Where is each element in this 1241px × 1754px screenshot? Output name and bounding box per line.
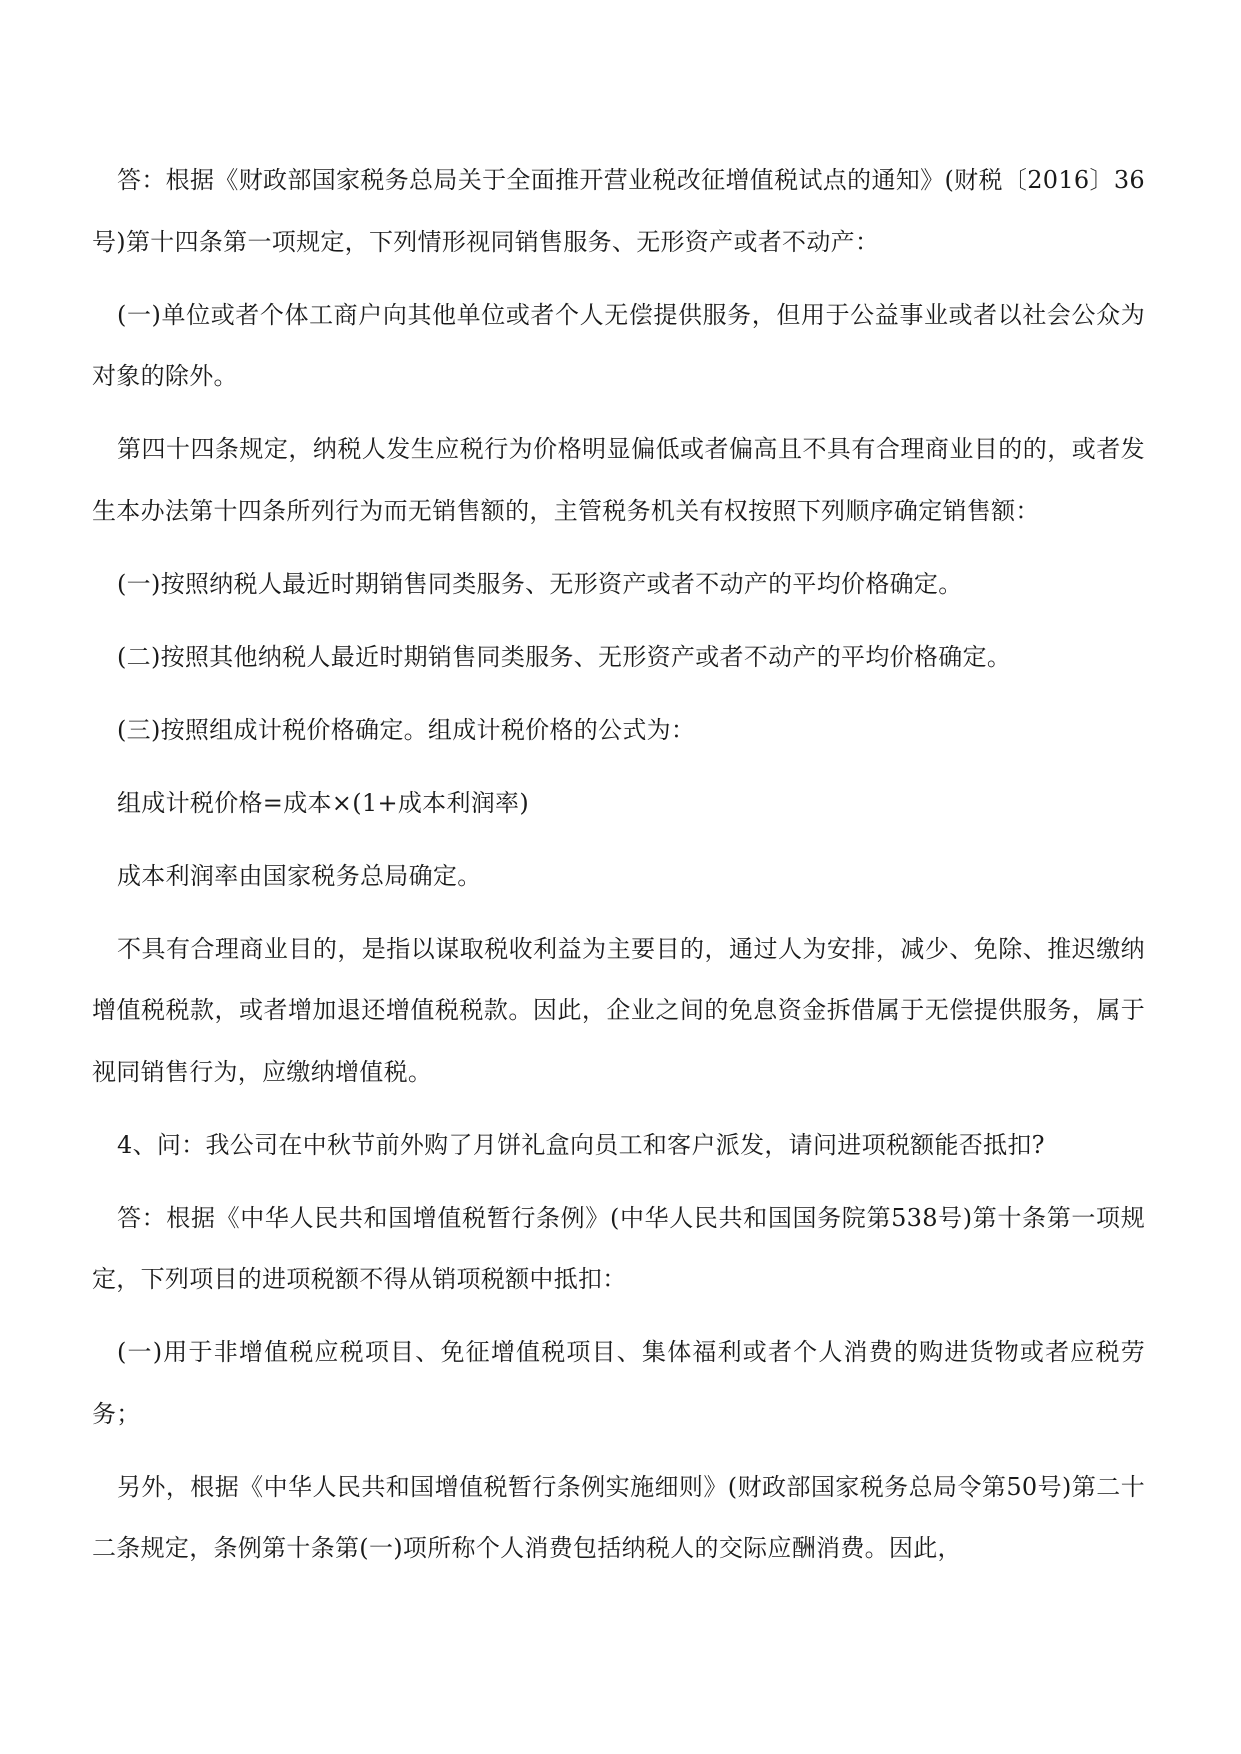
paragraph-method-3: (三)按照组成计税价格确定。组成计税价格的公式为：	[117, 715, 696, 744]
paragraph-question-4: 4、问：我公司在中秋节前外购了月饼礼盒向员工和客户派发，请问进项税额能否抵扣?	[117, 1130, 1045, 1159]
paragraph-profit-rate: 成本利润率由国家税务总局确定。	[117, 861, 482, 890]
paragraph-conclusion: 不具有合理商业目的，是指以谋取税收利益为主要目的，通过人为安排，减少、免除、推迟缴纳增值税税款，或者增加退还增值税税款。因此，企业之间的免息资金拆借属于无偿提供服务，属于视同销售行为，应缴纳增值税。	[92, 934, 1145, 1086]
paragraph-answer-intro: 答：根据《财政部国家税务总局关于全面推开营业税改征增值税试点的通知》(财税〔2016〕36号)第十四条第一项规定，下列情形视同销售服务、无形资产或者不动产：	[92, 166, 1145, 256]
paragraph-additional-rule: 另外，根据《中华人民共和国增值税暂行条例实施细则》(财政部国家税务总局令第50号)第二十二条规定，条例第十条第(一)项所称个人消费包括纳税人的交际应酬消费。因此，	[92, 1472, 1145, 1562]
paragraph-method-1: (一)按照纳税人最近时期销售同类服务、无形资产或者不动产的平均价格确定。	[117, 569, 963, 598]
paragraph-article-44: 第四十四条规定，纳税人发生应税行为价格明显偏低或者偏高且不具有合理商业目的的，或者发生本办法第十四条所列行为而无销售额的，主管税务机关有权按照下列顺序确定销售额：	[92, 435, 1145, 525]
document-body	[92, 150, 1145, 1580]
paragraph-item-1: (一)单位或者个体工商户向其他单位或者个人无偿提供服务，但用于公益事业或者以社会公众为对象的除外。	[92, 300, 1145, 390]
paragraph-formula: 组成计税价格=成本×(1+成本利润率)	[117, 788, 530, 817]
paragraph-answer-4: 答：根据《中华人民共和国增值税暂行条例》(中华人民共和国国务院第538号)第十条第一项规定，下列项目的进项税额不得从销项税额中抵扣：	[92, 1203, 1145, 1293]
paragraph-non-deductible-item: (一)用于非增值税应税项目、免征增值税项目、集体福利或者个人消费的购进货物或者应税劳务；	[92, 1338, 1145, 1428]
paragraph-method-2: (二)按照其他纳税人最近时期销售同类服务、无形资产或者不动产的平均价格确定。	[117, 642, 1012, 671]
